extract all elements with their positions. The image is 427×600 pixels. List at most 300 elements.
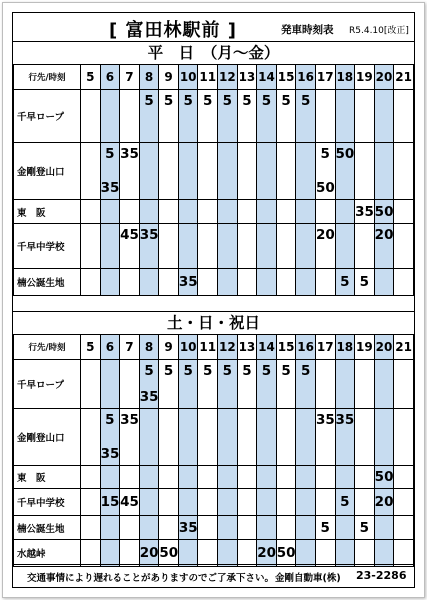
hour-cell xyxy=(257,269,277,296)
hour-cell xyxy=(374,516,394,540)
hour-cell xyxy=(218,540,238,567)
hour-cell xyxy=(257,360,277,409)
hour-cell xyxy=(198,90,218,143)
hour-cell xyxy=(198,466,218,489)
hour-cell xyxy=(100,489,120,516)
hour-cell xyxy=(198,489,218,516)
hour-cell xyxy=(139,143,159,200)
hour-cell xyxy=(100,540,120,567)
hour-cell xyxy=(81,516,101,540)
hour-cell xyxy=(139,540,159,567)
hour-cell xyxy=(81,489,101,516)
hour-cell xyxy=(218,143,238,200)
hour-header: 17 xyxy=(315,335,335,360)
hour-cell xyxy=(178,466,198,489)
hour-cell xyxy=(335,143,355,200)
hour-header: 11 xyxy=(198,335,218,360)
destination-label: 千早ロープ xyxy=(14,360,81,409)
hour-cell xyxy=(394,540,414,567)
hour-header: 17 xyxy=(315,65,335,90)
hour-cell xyxy=(355,516,375,540)
hour-header: 19 xyxy=(355,65,375,90)
hour-cell xyxy=(296,489,316,516)
hour-cell xyxy=(198,224,218,269)
hour-cell xyxy=(355,200,375,224)
hour-header: 20 xyxy=(374,335,394,360)
hour-cell xyxy=(355,90,375,143)
hour-cell xyxy=(120,200,140,224)
hour-header: 7 xyxy=(120,335,140,360)
hour-cell xyxy=(218,269,238,296)
hour-cell xyxy=(237,269,257,296)
departure-minute: 35 xyxy=(100,446,120,462)
hour-cell xyxy=(159,269,179,296)
hour-header: 13 xyxy=(237,65,257,90)
hour-header: 12 xyxy=(218,65,238,90)
hour-cell xyxy=(81,200,101,224)
hour-cell xyxy=(394,489,414,516)
hour-cell xyxy=(296,360,316,409)
hour-header: 21 xyxy=(394,335,414,360)
hour-cell xyxy=(276,224,296,269)
departure-minute: 35 xyxy=(335,412,355,428)
hour-cell xyxy=(296,90,316,143)
hour-cell xyxy=(81,224,101,269)
route-row xyxy=(14,516,414,540)
hour-cell xyxy=(315,516,335,540)
departure-minute: 15 xyxy=(100,494,120,510)
corner-label: 行先/時刻 xyxy=(14,335,81,360)
departure-minute: 5 xyxy=(183,363,193,379)
destination-label: 金剛登山口 xyxy=(14,409,81,466)
hour-cell xyxy=(374,224,394,269)
departure-minute: 5 xyxy=(320,519,330,536)
hour-cell xyxy=(335,516,355,540)
departure-minute: 20 xyxy=(139,545,159,561)
departure-minute: 5 xyxy=(340,274,350,290)
route-row xyxy=(14,409,414,466)
destination-label: 金剛登山口 xyxy=(14,143,81,200)
departure-minute: 5 xyxy=(105,412,115,428)
hour-cell xyxy=(139,466,159,489)
hour-cell xyxy=(159,143,179,200)
timetable-sheet xyxy=(2,2,425,598)
hour-cell xyxy=(81,90,101,143)
departure-minute: 5 xyxy=(163,363,174,379)
company-name: 金剛自動車(株) xyxy=(275,573,341,584)
departure-minute: 20 xyxy=(374,227,394,243)
hour-cell xyxy=(394,269,414,296)
hour-cell xyxy=(276,466,296,489)
hour-cell xyxy=(335,540,355,567)
hour-cell xyxy=(139,409,159,466)
hour-header-row xyxy=(14,65,414,90)
hour-cell xyxy=(276,143,296,200)
hour-cell xyxy=(374,409,394,466)
hour-header: 13 xyxy=(237,335,257,360)
hour-cell xyxy=(296,200,316,224)
hour-cell xyxy=(276,269,296,296)
timetable-frame xyxy=(12,12,415,588)
hour-cell xyxy=(374,269,394,296)
departure-minute: 5 xyxy=(242,93,252,109)
weekday-title: 平 日 （月～金） xyxy=(13,41,414,65)
hour-cell xyxy=(198,200,218,224)
hour-cell xyxy=(100,516,120,540)
hour-cell xyxy=(120,90,140,143)
hour-cell xyxy=(296,269,316,296)
holiday-timetable xyxy=(13,334,414,567)
hour-cell xyxy=(296,224,316,269)
route-row xyxy=(14,224,414,269)
hour-cell xyxy=(355,360,375,409)
destination-label: 東 阪 xyxy=(14,200,81,224)
hour-cell xyxy=(237,409,257,466)
hour-header: 7 xyxy=(120,65,140,90)
departure-minute: 5 xyxy=(359,519,370,536)
hour-header: 16 xyxy=(296,65,316,90)
hour-cell xyxy=(315,224,335,269)
departure-minute: 45 xyxy=(120,494,139,510)
departure-minute: 5 xyxy=(340,494,350,510)
route-row xyxy=(14,489,414,516)
hour-cell xyxy=(100,224,120,269)
hour-cell xyxy=(257,516,277,540)
departure-minute: 35 xyxy=(355,203,374,220)
hour-cell xyxy=(355,540,375,567)
departure-minute: 5 xyxy=(281,93,291,109)
route-row xyxy=(14,466,414,489)
hour-cell xyxy=(159,516,179,540)
hour-cell xyxy=(178,409,198,466)
route-row xyxy=(14,143,414,200)
hour-cell xyxy=(120,466,140,489)
hour-cell xyxy=(139,200,159,224)
hour-cell xyxy=(257,409,277,466)
hour-cell xyxy=(296,143,316,200)
route-row xyxy=(14,360,414,409)
departure-minute: 35 xyxy=(120,412,139,428)
hour-cell xyxy=(120,269,140,296)
hour-cell xyxy=(237,489,257,516)
departure-minute: 50 xyxy=(315,180,335,196)
hour-cell xyxy=(100,90,120,143)
hour-cell xyxy=(120,360,140,409)
hour-cell xyxy=(218,360,238,409)
departure-minute: 5 xyxy=(222,363,233,379)
hour-cell xyxy=(178,143,198,200)
hour-cell xyxy=(257,489,277,516)
corner-label: 行先/時刻 xyxy=(14,65,81,90)
departure-minute: 35 xyxy=(178,274,198,290)
hour-cell xyxy=(315,540,335,567)
departure-minute: 5 xyxy=(203,93,213,109)
hour-cell xyxy=(276,360,296,409)
hour-header: 16 xyxy=(296,335,316,360)
departure-minute: 45 xyxy=(120,227,139,243)
hour-cell xyxy=(296,409,316,466)
hour-cell xyxy=(315,409,335,466)
hour-cell xyxy=(81,466,101,489)
hour-cell xyxy=(218,200,238,224)
hour-cell xyxy=(394,360,414,409)
hour-cell xyxy=(335,90,355,143)
route-row xyxy=(14,540,414,567)
hour-cell xyxy=(315,200,335,224)
hour-header: 10 xyxy=(178,65,198,90)
phone-number: 23-2286 xyxy=(356,569,407,582)
hour-cell xyxy=(335,409,355,466)
hour-cell xyxy=(237,360,257,409)
hour-cell xyxy=(315,143,335,200)
hour-cell xyxy=(120,143,140,200)
hour-header: 11 xyxy=(198,65,218,90)
hour-cell xyxy=(257,143,277,200)
destination-label: 千早中学校 xyxy=(14,224,81,269)
hour-cell xyxy=(296,516,316,540)
departure-minute: 20 xyxy=(315,227,335,243)
hour-cell xyxy=(296,540,316,567)
departure-minute: 35 xyxy=(178,519,198,536)
hour-cell xyxy=(81,409,101,466)
hour-header: 9 xyxy=(159,65,179,90)
hour-cell xyxy=(100,466,120,489)
departure-minute: 5 xyxy=(320,146,330,162)
hour-cell xyxy=(237,200,257,224)
hour-cell xyxy=(81,143,101,200)
hour-cell xyxy=(335,200,355,224)
hour-cell xyxy=(81,540,101,567)
departure-minute: 5 xyxy=(144,93,154,109)
hour-cell xyxy=(355,489,375,516)
hour-header: 6 xyxy=(100,335,120,360)
hour-header: 6 xyxy=(100,65,120,90)
hour-header: 15 xyxy=(276,335,296,360)
hour-header: 9 xyxy=(159,335,179,360)
hour-cell xyxy=(218,409,238,466)
departure-minute: 35 xyxy=(139,227,159,243)
hour-cell xyxy=(237,466,257,489)
hour-cell xyxy=(276,90,296,143)
hour-header: 8 xyxy=(139,335,159,360)
hour-cell xyxy=(296,466,316,489)
hour-cell xyxy=(257,466,277,489)
revision-date: R5.4.10[改正] xyxy=(349,26,409,36)
departure-minute: 5 xyxy=(203,363,213,379)
departure-minute: 50 xyxy=(159,545,179,561)
hour-cell xyxy=(355,143,375,200)
route-row xyxy=(14,90,414,143)
hour-header: 5 xyxy=(81,65,101,90)
departure-minute: 50 xyxy=(374,469,394,485)
destination-label: 千早中学校 xyxy=(14,489,81,516)
hour-cell xyxy=(394,466,414,489)
hour-cell xyxy=(237,224,257,269)
hour-cell xyxy=(315,90,335,143)
hour-cell xyxy=(120,489,140,516)
hour-cell xyxy=(120,540,140,567)
hour-cell xyxy=(374,200,394,224)
hour-cell xyxy=(139,269,159,296)
hour-cell xyxy=(120,224,140,269)
hour-cell xyxy=(198,143,218,200)
hour-cell xyxy=(394,409,414,466)
hour-cell xyxy=(394,200,414,224)
departure-minute: 35 xyxy=(139,389,159,405)
hour-cell xyxy=(335,224,355,269)
station-name: [ 富田林駅前 ] xyxy=(109,20,237,41)
route-row xyxy=(14,269,414,296)
departure-minute: 5 xyxy=(300,93,311,109)
hour-header: 5 xyxy=(81,335,101,360)
timetable-header xyxy=(13,13,414,41)
delay-notice: 交通事情により遅れることがありますのでご了承下さい。 xyxy=(27,573,275,584)
destination-label: 東 阪 xyxy=(14,466,81,489)
hour-cell xyxy=(276,200,296,224)
hour-cell xyxy=(315,489,335,516)
hour-cell xyxy=(139,516,159,540)
hour-cell xyxy=(81,360,101,409)
departure-minute: 5 xyxy=(163,93,174,109)
hour-header: 18 xyxy=(335,335,355,360)
hour-cell xyxy=(120,409,140,466)
hour-cell xyxy=(218,90,238,143)
hour-header: 19 xyxy=(355,335,375,360)
hour-cell xyxy=(198,516,218,540)
hour-cell xyxy=(394,90,414,143)
hour-cell xyxy=(218,466,238,489)
hour-cell xyxy=(355,466,375,489)
hour-header: 10 xyxy=(178,335,198,360)
hour-cell xyxy=(237,516,257,540)
hour-cell xyxy=(178,360,198,409)
hour-cell xyxy=(374,90,394,143)
departure-minute: 35 xyxy=(100,180,120,196)
departure-minute: 50 xyxy=(335,146,355,162)
hour-cell xyxy=(315,269,335,296)
destination-label: 楠公誕生地 xyxy=(14,269,81,296)
hour-cell xyxy=(178,90,198,143)
hour-cell xyxy=(257,540,277,567)
hour-cell xyxy=(100,409,120,466)
hour-cell xyxy=(100,360,120,409)
destination-label: 楠公誕生地 xyxy=(14,516,81,540)
hour-header: 14 xyxy=(257,65,277,90)
hour-header: 21 xyxy=(394,65,414,90)
hour-cell xyxy=(276,409,296,466)
hour-cell xyxy=(159,540,179,567)
hour-cell xyxy=(257,224,277,269)
hour-cell xyxy=(374,466,394,489)
hour-cell xyxy=(178,489,198,516)
departure-minute: 5 xyxy=(242,363,252,379)
destination-label: 水越峠 xyxy=(14,540,81,567)
departure-minute: 5 xyxy=(281,363,291,379)
hour-cell xyxy=(178,200,198,224)
departure-minute: 5 xyxy=(144,363,154,379)
hour-cell xyxy=(159,409,179,466)
hour-cell xyxy=(218,516,238,540)
hour-cell xyxy=(178,516,198,540)
hour-cell xyxy=(394,143,414,200)
departure-minute: 50 xyxy=(276,545,296,561)
hour-cell xyxy=(237,540,257,567)
departure-minute: 35 xyxy=(120,146,139,162)
holiday-title: 土・日・祝日 xyxy=(13,311,414,335)
hour-cell xyxy=(198,409,218,466)
hour-cell xyxy=(159,90,179,143)
hour-cell xyxy=(237,90,257,143)
hour-cell xyxy=(139,360,159,409)
hour-header: 18 xyxy=(335,65,355,90)
hour-cell xyxy=(335,466,355,489)
departure-minute: 20 xyxy=(257,545,276,561)
hour-cell xyxy=(276,516,296,540)
hour-cell xyxy=(374,489,394,516)
hour-cell xyxy=(218,224,238,269)
hour-cell xyxy=(100,269,120,296)
hour-header: 20 xyxy=(374,65,394,90)
departure-minute: 5 xyxy=(300,363,311,379)
hour-cell xyxy=(335,489,355,516)
hour-cell xyxy=(198,269,218,296)
departure-minute: 5 xyxy=(105,146,115,162)
hour-header: 8 xyxy=(139,65,159,90)
hour-cell xyxy=(335,269,355,296)
route-row xyxy=(14,200,414,224)
hour-cell xyxy=(394,516,414,540)
hour-cell xyxy=(257,90,277,143)
departure-minute: 5 xyxy=(222,93,233,109)
hour-cell xyxy=(100,200,120,224)
hour-cell xyxy=(139,224,159,269)
hour-cell xyxy=(218,489,238,516)
hour-cell xyxy=(394,224,414,269)
departure-minute: 5 xyxy=(261,93,272,109)
hour-cell xyxy=(159,489,179,516)
departure-minute: 20 xyxy=(374,494,394,510)
hour-cell xyxy=(355,269,375,296)
timetable-kind: 発車時刻表 xyxy=(281,24,334,36)
weekday-timetable xyxy=(13,64,414,296)
departure-minute: 50 xyxy=(374,203,394,220)
hour-cell xyxy=(198,360,218,409)
departure-minute: 5 xyxy=(359,274,370,290)
hour-cell xyxy=(355,224,375,269)
hour-cell xyxy=(81,269,101,296)
hour-cell xyxy=(159,360,179,409)
hour-cell xyxy=(374,360,394,409)
hour-header: 15 xyxy=(276,65,296,90)
hour-cell xyxy=(374,143,394,200)
hour-cell xyxy=(178,269,198,296)
hour-cell xyxy=(139,90,159,143)
hour-cell xyxy=(159,466,179,489)
departure-minute: 5 xyxy=(183,93,193,109)
hour-cell xyxy=(276,540,296,567)
departure-minute: 35 xyxy=(315,412,335,428)
hour-cell xyxy=(178,540,198,567)
hour-cell xyxy=(315,466,335,489)
hour-cell xyxy=(139,489,159,516)
hour-header-row xyxy=(14,335,414,360)
hour-cell xyxy=(178,224,198,269)
hour-cell xyxy=(355,409,375,466)
hour-cell xyxy=(276,489,296,516)
footer xyxy=(13,564,414,587)
destination-label: 千早ロープ xyxy=(14,90,81,143)
hour-cell xyxy=(198,540,218,567)
